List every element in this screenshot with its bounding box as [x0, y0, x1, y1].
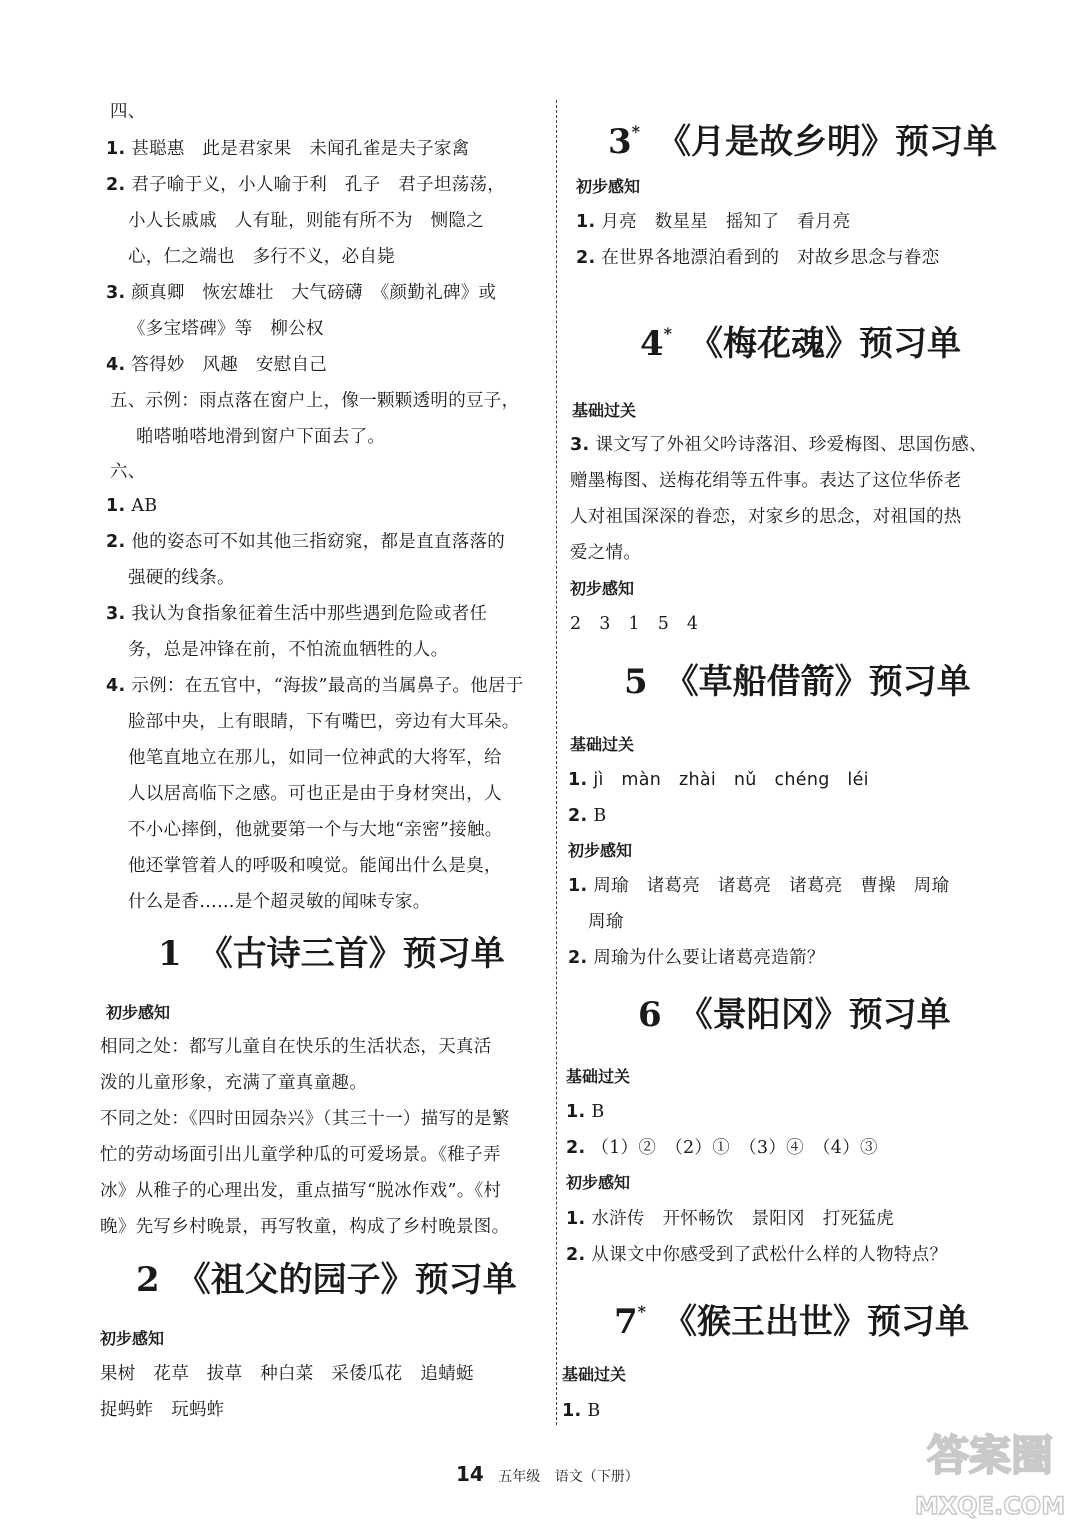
subheading: 基础过关: [566, 1067, 631, 1086]
answer-line: 果树 花草 拔草 种白菜 采倭瓜花 追蜻蜓: [100, 1364, 474, 1384]
answer-line: 2. （1）② （2）① （3）④ （4）③: [566, 1138, 878, 1158]
answer-line: 1. jì màn zhài nǔ chéng léi: [568, 770, 869, 790]
answer-line: 《多宝塔碑》等 柳公权: [128, 319, 324, 339]
answer-line: 爱之情。: [570, 543, 642, 563]
answer-line: 3. 我认为食指象征着生活中那些遇到危险或者任: [106, 604, 488, 624]
answer-line: 晚》先写乡村晚景，再写牧童，构成了乡村晚景图。: [100, 1217, 510, 1237]
answer-line: 3. 颜真卿 恢宏雄壮 大气磅礴 《颜勤礼碑》或: [106, 283, 497, 303]
answer-line: 五、示例：雨点落在窗户上，像一颗颗透明的豆子，: [110, 391, 520, 411]
page-footer: [456, 1462, 639, 1486]
subject-label: 语文（下册）: [554, 1469, 639, 1485]
answer-line: 2. 周瑜为什么要让诸葛亮造箭？: [568, 948, 825, 968]
answer-line: 相同之处：都写儿童自在快乐的生活状态，天真活: [100, 1037, 492, 1057]
answer-line: 人以居高临下之感。可也正是由于身材突出，人: [128, 784, 502, 804]
subheading: 初步感知: [568, 841, 633, 860]
answer-line: 脸部中央，上有眼睛，下有嘴巴，旁边有大耳朵。: [128, 712, 520, 732]
lesson-title-1: 1 《古诗三首》预习单: [158, 934, 505, 974]
answer-line: 不同之处：《四时田园杂兴》（其三十一）描写的是繁: [100, 1109, 510, 1129]
answer-line: 1. 甚聪惠 此是君家果 未闻孔雀是夫子家禽: [106, 139, 470, 159]
answer-line: 4. 示例：在五官中，“海拔”最高的当属鼻子。他居于: [106, 676, 524, 696]
answer-line: 1. 周瑜 诸葛亮 诸葛亮 诸葛亮 曹操 周瑜: [568, 876, 950, 896]
column-divider: [556, 100, 557, 1425]
section-heading-6: 六、: [110, 462, 146, 482]
lesson-title-6: 6 《景阳冈》预习单: [638, 995, 951, 1035]
section-heading-4: 四、: [110, 102, 146, 122]
lesson-title-4: 4* 《梅花魂》预习单: [640, 324, 962, 364]
answer-line: 1. 水浒传 开怀畅饮 景阳冈 打死猛虎: [566, 1209, 894, 1229]
lesson-title-7: 7* 《猴王出世》预习单: [614, 1302, 970, 1342]
watermark-graphic: [905, 1418, 1075, 1526]
lesson-title-5: 5 《草船借箭》预习单: [624, 662, 971, 702]
answer-line: 1. AB: [106, 496, 158, 516]
watermark-url: MXQE.COM: [914, 1492, 1066, 1520]
lesson-title-3: 3* 《月是故乡明》预习单: [608, 122, 998, 162]
page-number: 14: [456, 1462, 484, 1486]
answer-line: 他笔直地立在那儿，如同一位神武的大将军，给: [128, 748, 502, 768]
subheading: 初步感知: [566, 1173, 631, 1192]
subheading: 基础过关: [562, 1365, 627, 1384]
answer-line: 2. 君子喻于义，小人喻于利 孔子 君子坦荡荡，: [106, 175, 506, 195]
grade-label: 五年级: [498, 1469, 541, 1485]
watermark-title: 答案圈: [926, 1431, 1054, 1480]
answer-line: 啪嗒啪嗒地滑到窗户下面去了。: [136, 427, 386, 447]
subheading: 初步感知: [570, 579, 635, 598]
answer-line: 2. 从课文中你感受到了武松什么样的人物特点？: [566, 1245, 948, 1265]
answer-line: 1. 月亮 数星星 摇知了 看月亮: [576, 212, 851, 232]
subheading: 初步感知: [100, 1329, 165, 1348]
answer-line: 务，总是冲锋在前，不怕流血牺牲的人。: [128, 640, 449, 660]
answer-line: 1. B: [562, 1401, 601, 1421]
answer-line: 不小心摔倒，他就要第一个与大地“亲密”接触。: [128, 820, 503, 840]
answer-line: 泼的儿童形象，充满了童真童趣。: [100, 1073, 367, 1093]
answer-line: 2. 在世界各地漂泊看到的 对故乡思念与眷恋: [576, 248, 940, 268]
answer-line: 心，仁之端也 多行不义，必自毙: [128, 247, 395, 267]
answer-line: 忙的劳动场面引出儿童学种瓜的可爱场景。《稚子弄: [100, 1145, 501, 1165]
subheading: 基础过关: [570, 735, 635, 754]
answer-line: 人对祖国深深的眷恋，对家乡的思念，对祖国的热: [570, 507, 962, 527]
subheading: 基础过关: [572, 401, 637, 420]
answer-line: 1. B: [566, 1102, 605, 1122]
answer-line: 什么是香……是个超灵敏的闻味专家。: [128, 892, 431, 912]
subheading: 初步感知: [106, 1003, 171, 1022]
answer-line: 4. 答得妙 风趣 安慰自己: [106, 355, 328, 375]
answer-line: 冰》从稚子的心理出发，重点描写“脱冰作戏”。《村: [100, 1181, 502, 1201]
answer-line: 周瑜: [588, 912, 624, 932]
answer-line: 捉蚂蚱 玩蚂蚱: [100, 1400, 225, 1420]
answer-line: 赠墨梅图、送梅花绢等五件事。表达了这位华侨老: [570, 471, 962, 491]
answer-line: 他还掌管着人的呼吸和嗅觉。能闻出什么是臭，: [128, 856, 502, 876]
answer-line: 2. 他的姿态可不如其他三指窈窕，都是直直落落的: [106, 532, 506, 552]
watermark-logo: [905, 1418, 1075, 1526]
answer-line: 强硬的线条。: [128, 568, 235, 588]
answer-line: 2 3 1 5 4: [570, 614, 699, 634]
answer-line: 小人长戚戚 人有耻，则能有所不为 恻隐之: [128, 211, 484, 231]
lesson-title-2: 2 《祖父的园子》预习单: [136, 1260, 517, 1300]
answer-line: 3. 课文写了外祖父吟诗落泪、珍爱梅图、思国伤感、: [570, 435, 987, 455]
answer-line: 2. B: [568, 806, 607, 826]
subheading: 初步感知: [576, 177, 641, 196]
